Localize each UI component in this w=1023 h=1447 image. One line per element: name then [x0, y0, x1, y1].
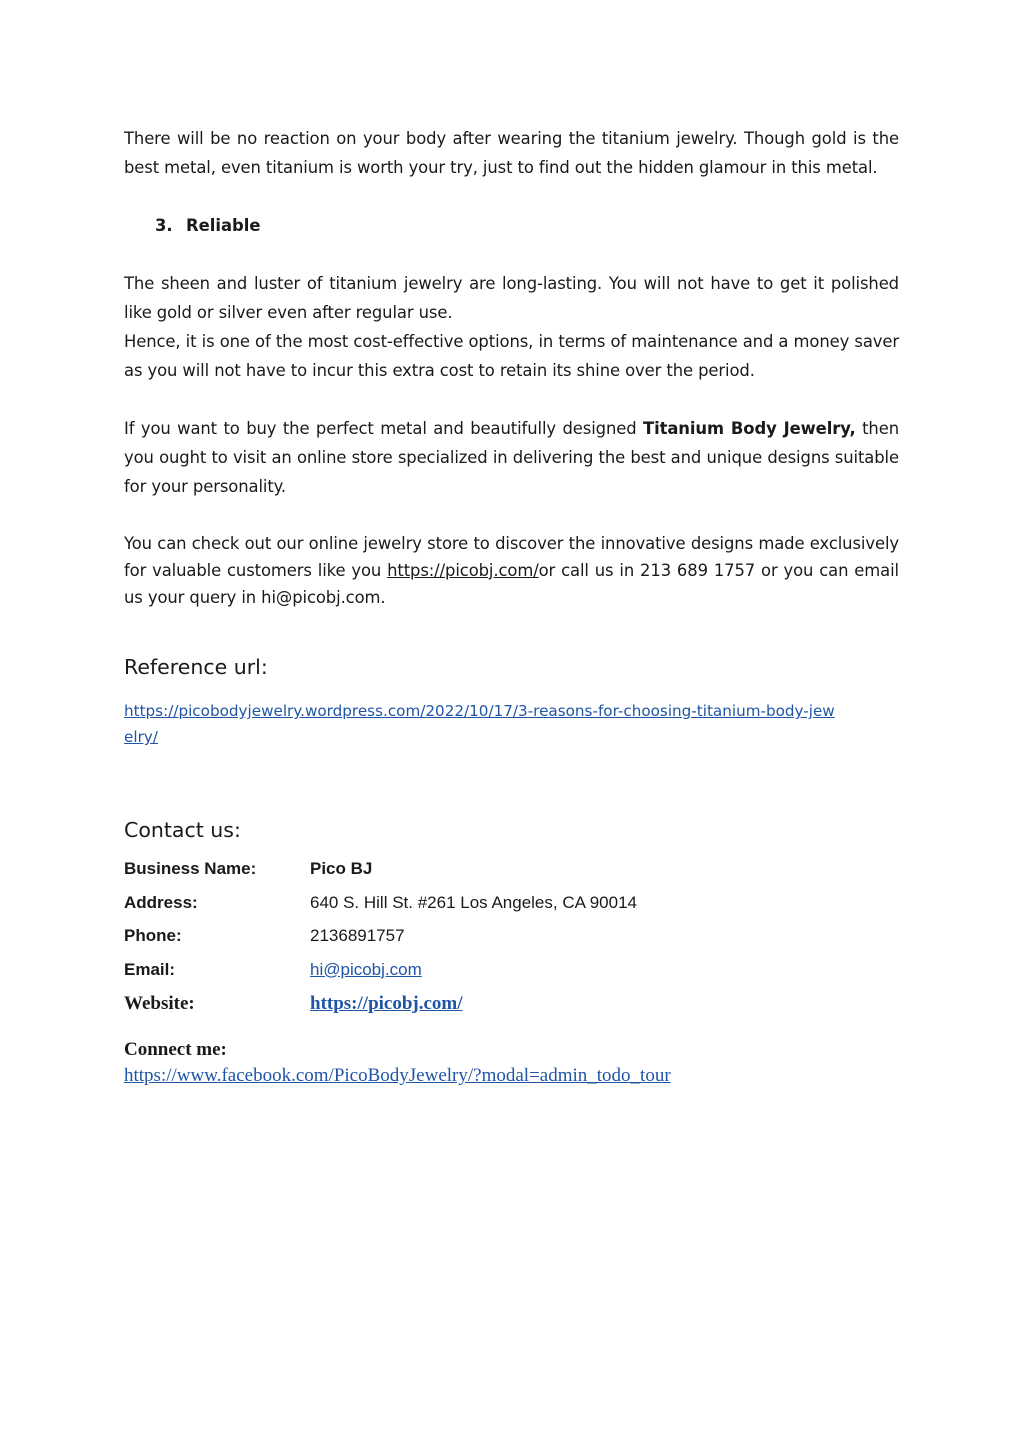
phone-row — [124, 926, 899, 960]
website-link[interactable]: https://picobj.com/ — [310, 993, 463, 1014]
phone-value: 2136891757 — [310, 926, 405, 945]
reference-url-link[interactable]: https://picobodyjewelry.wordpress.com/2022/10/17/3-reasons-for-choosing-titanium-body-jewelry/ — [124, 702, 835, 746]
facebook-link[interactable]: https://www.facebook.com/PicoBodyJewelry/?modal=admin_todo_tour — [124, 1065, 671, 1086]
section-title: Reliable — [186, 216, 261, 235]
store-text-start: You can check out our online jewelry store to discover the innovative designs made exclusively for valuable customers like you — [124, 534, 899, 580]
address-row — [124, 893, 899, 927]
website-label: Website: — [124, 993, 195, 1014]
email-link[interactable]: hi@picobj.com — [310, 959, 422, 979]
address-label: Address: — [124, 892, 198, 912]
email-row — [124, 960, 899, 994]
buy-text-start: If you want to buy the perfect metal and beautifully designed — [124, 419, 643, 438]
business-name-label: Business Name: — [124, 859, 257, 878]
business-name-row — [124, 859, 899, 893]
website-row — [124, 993, 899, 1031]
section-number: 3. — [155, 216, 173, 235]
reference-heading: Reference url: — [124, 655, 268, 679]
reliable-paragraph-1: The sheen and luster of titanium jewelry are long-lasting. You will not have to get it polished like gold or silver even after regular use. — [124, 274, 899, 322]
titanium-body-jewelry-bold: Titanium Body Jewelry, — [643, 419, 856, 438]
connect-me-label: Connect me: — [124, 1039, 227, 1060]
reliable-paragraph-2: Hence, it is one of the most cost-effective options, in terms of maintenance and a money saver as you will not have to incur this extra cost to retain its shine over the period. — [124, 332, 899, 380]
business-name-value: Pico BJ — [310, 859, 373, 878]
store-paragraph — [124, 530, 899, 611]
phone-label: Phone: — [124, 926, 182, 945]
address-value: 640 S. Hill St. #261 Los Angeles, CA 90014 — [310, 892, 638, 912]
store-link[interactable]: https://picobj.com/ — [387, 561, 539, 580]
intro-paragraph: There will be no reaction on your body after wearing the titanium jewelry. Though gold is the best metal, even titanium is worth your try, just to find out the hidden glamour in this metal. — [124, 129, 899, 177]
document-page — [124, 124, 899, 1089]
store-text-end: or call us in 213 689 1757 or you can email us your query in hi@picobj.com. — [124, 561, 899, 607]
contact-heading: Contact us: — [124, 818, 241, 842]
email-label: Email: — [124, 959, 176, 979]
contact-table — [124, 859, 899, 1031]
buy-text-end: then you ought to visit an online store specialized in delivering the best and unique designs suitable for your personality. — [124, 419, 899, 496]
section-heading-reliable — [155, 211, 899, 240]
buy-paragraph — [124, 414, 899, 501]
